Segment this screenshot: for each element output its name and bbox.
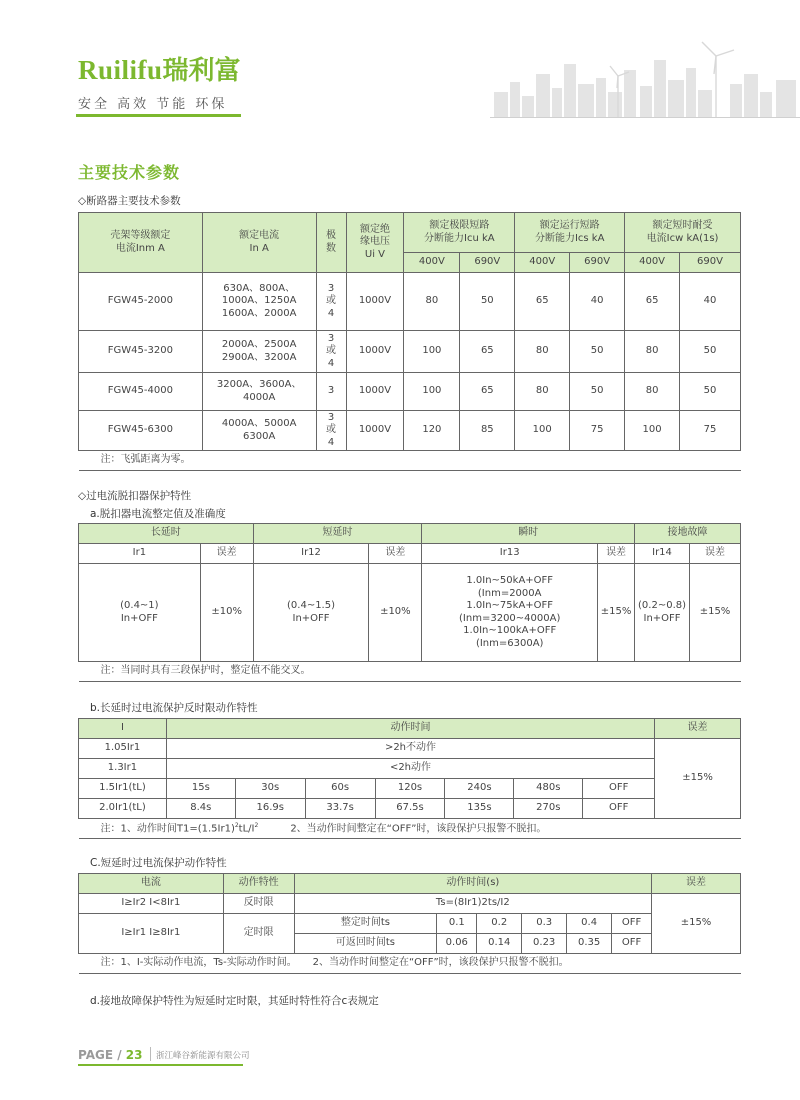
- header-error: 误差: [655, 719, 741, 739]
- time-cell: 120s: [375, 779, 445, 799]
- error-value: ±15%: [655, 739, 741, 819]
- company-name: 浙江峰谷新能源有限公司: [156, 1051, 250, 1061]
- icu690-cell: 50: [460, 273, 515, 331]
- ics690-cell: 50: [570, 331, 625, 373]
- time-cell: 480s: [514, 779, 583, 799]
- header-rule: [76, 114, 241, 117]
- time-cell: OFF: [612, 914, 652, 934]
- header-ir14: Ir14: [635, 544, 690, 564]
- header-characteristic: 动作特性: [223, 874, 294, 894]
- time-cell: OFF: [583, 779, 655, 799]
- time-cell: 60s: [305, 779, 375, 799]
- ir1-range: (0.4~1) In+OFF: [79, 564, 201, 662]
- header-ir13: Ir13: [422, 544, 598, 564]
- note-formula-mid: tL/I: [238, 822, 255, 834]
- icu690-cell: 65: [460, 373, 515, 411]
- time-cell: 240s: [445, 779, 514, 799]
- table1-caption: ◇断路器主要技术参数: [78, 195, 181, 207]
- header-insulation-voltage: 额定绝 缘电压 Ui V: [346, 213, 404, 273]
- time-cell: 67.5s: [375, 799, 445, 819]
- table-note: 注：1、I-实际动作电流，Ts-实际动作时间。 2、当动作时间整定在“OFF”时，该段保护只报警不脱扣。: [79, 954, 741, 974]
- icw400-cell: 100: [625, 411, 680, 451]
- header-action-time: 动作时间: [166, 719, 654, 739]
- footer-rule: [78, 1064, 243, 1066]
- ics400-cell: 65: [515, 273, 570, 331]
- long-delay-table: [78, 718, 741, 839]
- current-multiple: 2.0Ir1(tL): [79, 799, 167, 819]
- header-error: 误差: [598, 544, 635, 564]
- brand-latin: Ruilifu: [78, 55, 163, 85]
- table-row: [79, 273, 741, 331]
- icw690-cell: 40: [680, 273, 741, 331]
- current-cell: 630A、800A、 1000A、1250A 1600A、2000A: [202, 273, 316, 331]
- time-cell: 270s: [514, 799, 583, 819]
- icw400-cell: 65: [625, 273, 680, 331]
- table3-caption: b.长延时过电流保护反时限动作特性: [90, 702, 258, 714]
- header-690v: 690V: [570, 253, 625, 273]
- action-time: <2h动作: [166, 759, 654, 779]
- footer-divider: [150, 1047, 151, 1061]
- icw690-cell: 50: [680, 331, 741, 373]
- table4-caption: C.短延时过电流保护动作特性: [90, 857, 227, 869]
- short-delay-table: [78, 873, 741, 974]
- current-cell: 4000A、5000A 6300A: [202, 411, 316, 451]
- current-cell: 2000A、2500A 2900A、3200A: [202, 331, 316, 373]
- header-icw: 额定短时耐受 电流Icw kA(1s): [625, 213, 741, 253]
- poles-cell: 3 或 4: [316, 273, 346, 331]
- ir14-range: (0.2~0.8) In+OFF: [635, 564, 690, 662]
- header-frame-current: 壳架等级额定 电流Inm A: [79, 213, 203, 273]
- frame-cell: FGW45-2000: [79, 273, 203, 331]
- table2-caption: ◇过电流脱扣器保护特性: [78, 490, 192, 502]
- table-row: [79, 894, 741, 914]
- page-number: [78, 1048, 142, 1062]
- table-row: [79, 331, 741, 373]
- icu690-cell: 65: [460, 331, 515, 373]
- error-value: ±15%: [652, 894, 741, 954]
- current-condition: I≥Ir2 I<8Ir1: [79, 894, 224, 914]
- ui-cell: 1000V: [346, 331, 404, 373]
- header-long-delay: 长延时: [79, 524, 254, 544]
- time-cell: 0.14: [477, 934, 522, 954]
- table-row: [79, 799, 741, 819]
- current-multiple: 1.05Ir1: [79, 739, 167, 759]
- icu400-cell: 120: [404, 411, 460, 451]
- note-superscript: 2: [254, 821, 259, 829]
- header-690v: 690V: [460, 253, 515, 273]
- header-400v: 400V: [404, 253, 460, 273]
- characteristic: 定时限: [223, 914, 294, 954]
- brand-cjk: 瑞利富: [162, 56, 241, 86]
- icw690-cell: 75: [680, 411, 741, 451]
- ir12-range: (0.4~1.5) In+OFF: [253, 564, 369, 662]
- ics690-cell: 50: [570, 373, 625, 411]
- header-error: 误差: [369, 544, 422, 564]
- header-690v: 690V: [680, 253, 741, 273]
- header-ground-fault: 接地故障: [635, 524, 741, 544]
- icu400-cell: 100: [404, 331, 460, 373]
- ui-cell: 1000V: [346, 411, 404, 451]
- table-row: [79, 759, 741, 779]
- ir14-error: ±15%: [690, 564, 741, 662]
- header-poles: 极 数: [316, 213, 346, 273]
- header-error: 误差: [690, 544, 741, 564]
- current-condition: I≥Ir1 I≥8Ir1: [79, 914, 224, 954]
- setting-time-label: 整定时间ts: [294, 914, 437, 934]
- ics690-cell: 75: [570, 411, 625, 451]
- icw690-cell: 50: [680, 373, 741, 411]
- header-instantaneous: 瞬时: [422, 524, 635, 544]
- page-label: PAGE /: [78, 1048, 126, 1062]
- icw400-cell: 80: [625, 331, 680, 373]
- header-short-delay: 短延时: [253, 524, 422, 544]
- time-cell: 0.2: [477, 914, 522, 934]
- brand-logo: [78, 50, 241, 86]
- ir12-error: ±10%: [369, 564, 422, 662]
- table-row: [79, 914, 741, 934]
- frame-cell: FGW45-3200: [79, 331, 203, 373]
- note-off: 2、当动作时间整定在“OFF”时，该段保护只报警不脱扣。: [290, 822, 547, 834]
- header-error: 误差: [200, 544, 253, 564]
- table2-subcaption: a.脱扣器电流整定值及准确度: [90, 508, 226, 520]
- ui-cell: 1000V: [346, 273, 404, 331]
- header-ir1: Ir1: [79, 544, 201, 564]
- header-400v: 400V: [625, 253, 680, 273]
- time-cell: 0.1: [437, 914, 477, 934]
- poles-cell: 3: [316, 373, 346, 411]
- table-note: [79, 819, 741, 839]
- header-i: I: [79, 719, 167, 739]
- page-num: 23: [125, 1048, 143, 1062]
- poles-cell: 3 或 4: [316, 411, 346, 451]
- current-multiple: 1.3Ir1: [79, 759, 167, 779]
- header-ir12: Ir12: [253, 544, 369, 564]
- ir1-error: ±10%: [200, 564, 253, 662]
- header-400v: 400V: [515, 253, 570, 273]
- time-cell: 15s: [166, 779, 235, 799]
- table-row: [79, 779, 741, 799]
- time-cell: 0.35: [567, 934, 612, 954]
- time-cell: 135s: [445, 799, 514, 819]
- header-ics: 额定运行短路 分断能力Ics kA: [515, 213, 625, 253]
- time-cell: 8.4s: [166, 799, 235, 819]
- table-note: 注：当同时具有三段保护时，整定值不能交叉。: [79, 662, 741, 682]
- header-error: 误差: [652, 874, 741, 894]
- time-cell: OFF: [583, 799, 655, 819]
- time-cell: 0.06: [437, 934, 477, 954]
- ui-cell: 1000V: [346, 373, 404, 411]
- trip-setting-table: [78, 523, 741, 682]
- note-superscript: 2: [234, 821, 239, 829]
- section-title: 主要技术参数: [78, 163, 181, 182]
- time-cell: 0.3: [522, 914, 567, 934]
- current-multiple: 1.5Ir1(tL): [79, 779, 167, 799]
- action-time: >2h不动作: [166, 739, 654, 759]
- table-row: [79, 739, 741, 759]
- city-skyline-wind-turbine-decoration: [490, 34, 800, 118]
- time-cell: 16.9s: [235, 799, 305, 819]
- current-cell: 3200A、3600A、 4000A: [202, 373, 316, 411]
- header-rated-current: 额定电流 In A: [202, 213, 316, 273]
- poles-cell: 3 或 4: [316, 331, 346, 373]
- characteristic: 反时限: [223, 894, 294, 914]
- icu400-cell: 100: [404, 373, 460, 411]
- table-note: 注：飞弧距离为零。: [79, 451, 741, 471]
- ics400-cell: 100: [515, 411, 570, 451]
- time-cell: OFF: [612, 934, 652, 954]
- ir13-error: ±15%: [598, 564, 635, 662]
- frame-cell: FGW45-4000: [79, 373, 203, 411]
- ir13-range: 1.0In~50kA+OFF (Inm=2000A 1.0In~75kA+OFF (Inm=3200~4000A) 1.0In~100kA+OFF (Inm=6300A): [422, 564, 598, 662]
- icw400-cell: 80: [625, 373, 680, 411]
- formula: Ts=(8Ir1)2ts/I2: [294, 894, 651, 914]
- note-formula: 注：1、动作时间T1=(1.5Ir1): [100, 822, 235, 834]
- icu400-cell: 80: [404, 273, 460, 331]
- time-cell: 0.23: [522, 934, 567, 954]
- ground-fault-note: d.接地故障保护特性为短延时定时限，其延时特性符合c表规定: [90, 995, 379, 1007]
- return-time-label: 可返回时间ts: [294, 934, 437, 954]
- header-action-time: 动作时间(s): [294, 874, 651, 894]
- table-row: [79, 411, 741, 451]
- header-current: 电流: [79, 874, 224, 894]
- icu690-cell: 85: [460, 411, 515, 451]
- time-cell: 30s: [235, 779, 305, 799]
- header-icu: 额定极限短路 分断能力Icu kA: [404, 213, 515, 253]
- time-cell: 0.4: [567, 914, 612, 934]
- ics400-cell: 80: [515, 331, 570, 373]
- table-row: [79, 373, 741, 411]
- frame-cell: FGW45-6300: [79, 411, 203, 451]
- slogan: 安全 高效 节能 环保: [78, 97, 228, 112]
- ics690-cell: 40: [570, 273, 625, 331]
- time-cell: 33.7s: [305, 799, 375, 819]
- breaker-params-table: [78, 212, 741, 471]
- ics400-cell: 80: [515, 373, 570, 411]
